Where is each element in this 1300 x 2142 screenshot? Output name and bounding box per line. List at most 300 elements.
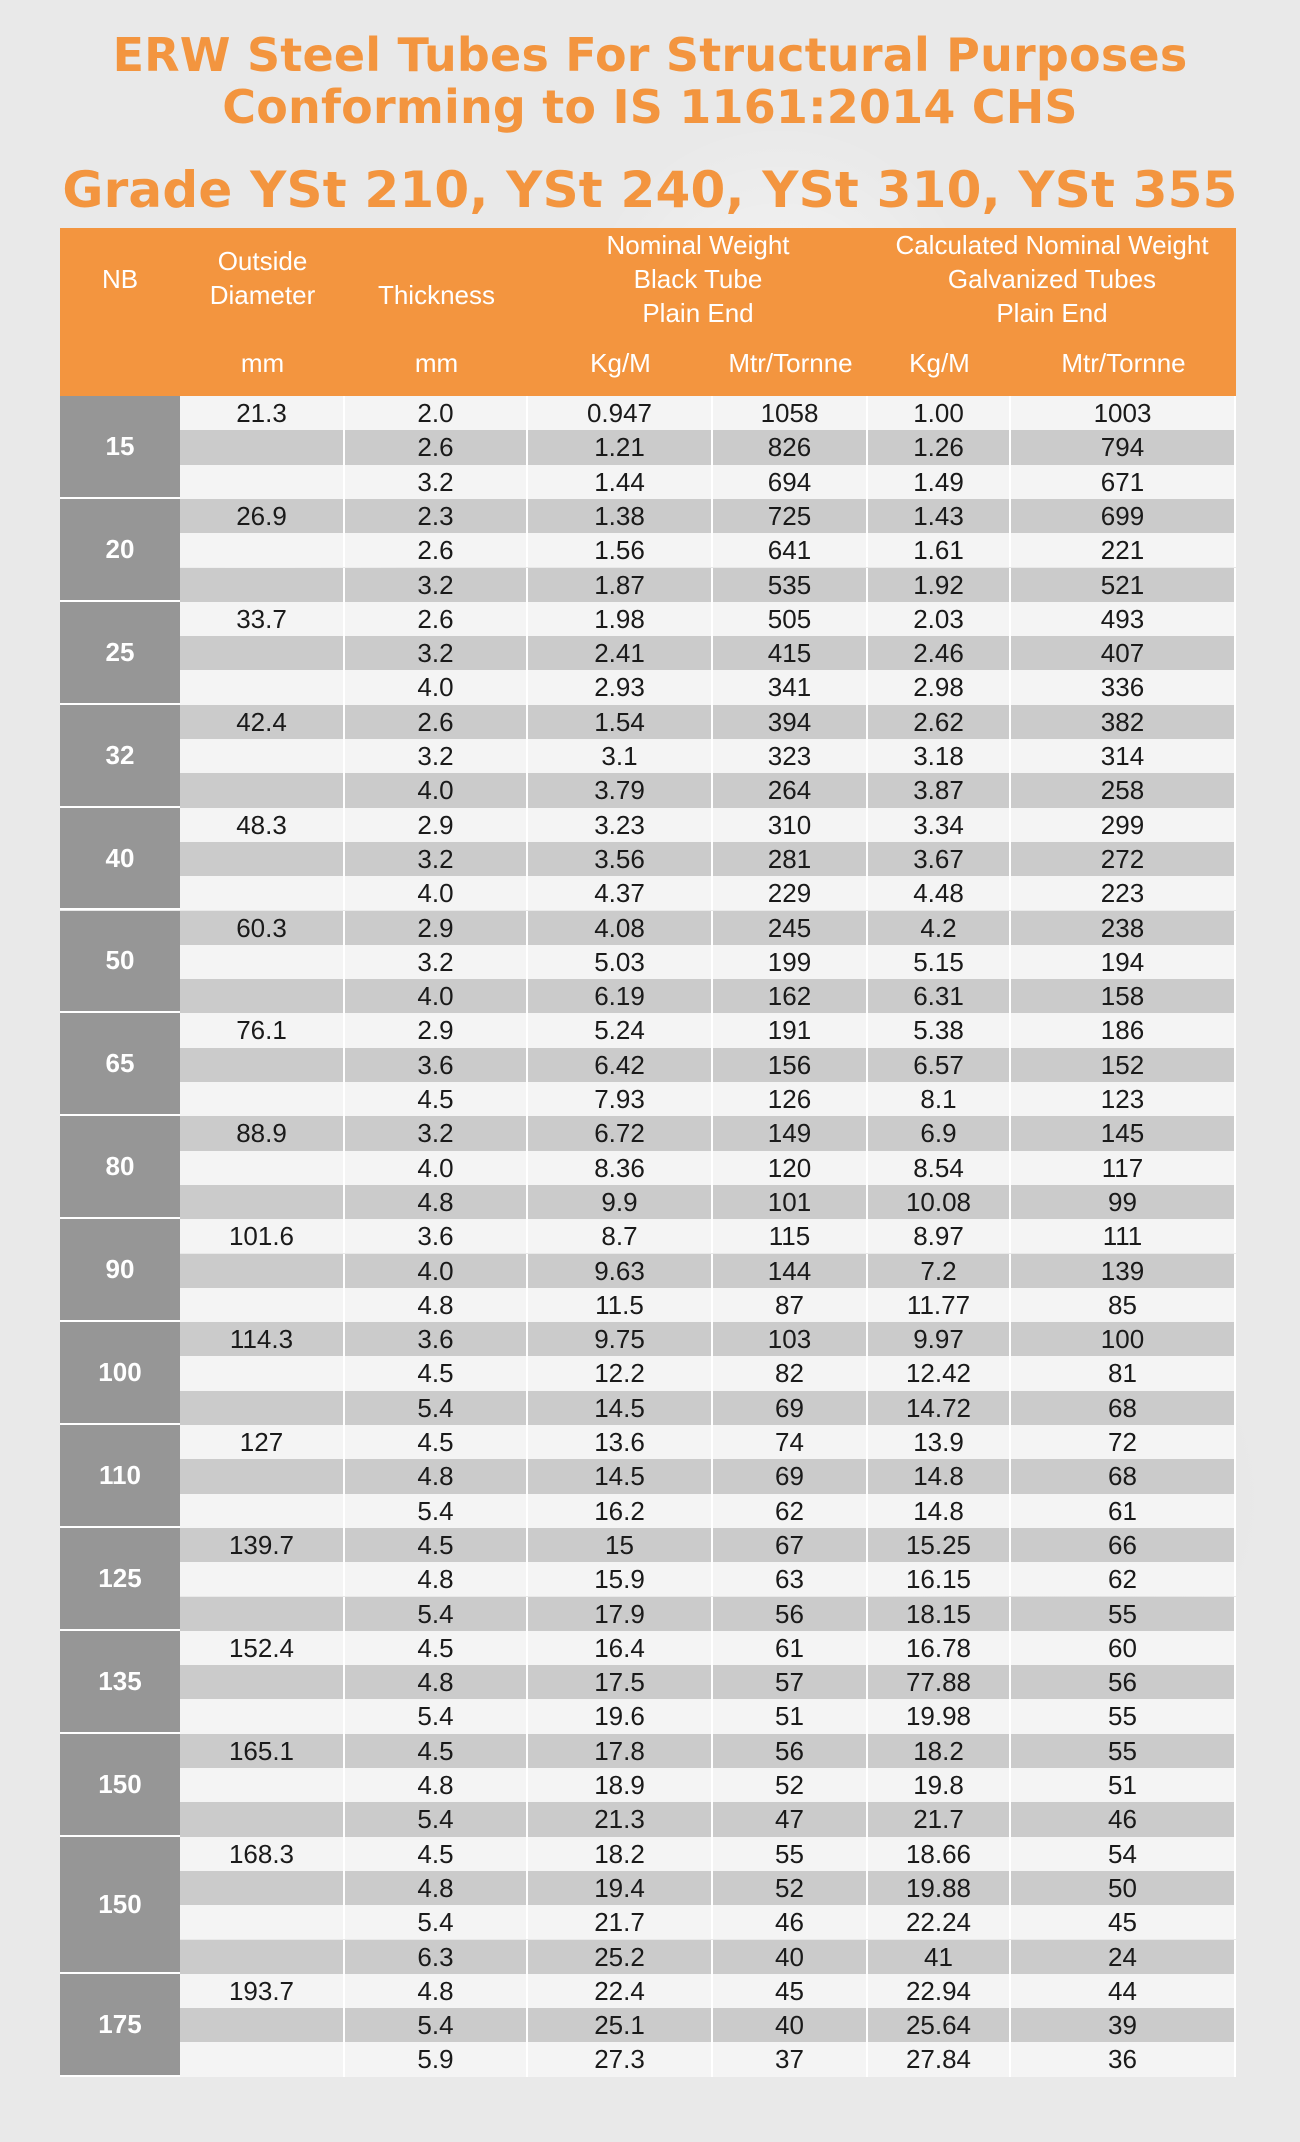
black-kgm-cell: 9.9 bbox=[528, 1185, 713, 1219]
nb-cell: 15 bbox=[60, 396, 180, 499]
od-cell: 21.3 bbox=[180, 396, 345, 430]
galv-kgm-cell: 3.18 bbox=[868, 739, 1011, 773]
black-kgm-cell: 8.36 bbox=[528, 1151, 713, 1185]
table-row bbox=[60, 1048, 1236, 1082]
black-kgm-cell: 6.19 bbox=[528, 979, 713, 1013]
black-kgm-cell: 19.6 bbox=[528, 1699, 713, 1733]
black-mt-cell: 40 bbox=[713, 1940, 868, 1974]
od-cell: 33.7 bbox=[180, 602, 345, 636]
black-mt-cell: 69 bbox=[713, 1391, 868, 1425]
nb-cell: 150 bbox=[60, 1734, 180, 1837]
od-cell bbox=[180, 739, 345, 773]
table-row bbox=[60, 1254, 1236, 1288]
black-mt-cell: 82 bbox=[713, 1356, 868, 1390]
od-cell bbox=[180, 1940, 345, 1974]
galv-mt-cell: 54 bbox=[1011, 1837, 1236, 1871]
galv-kgm-cell: 3.34 bbox=[868, 808, 1011, 842]
black-mt-cell: 156 bbox=[713, 1048, 868, 1082]
black-mt-cell: 40 bbox=[713, 2008, 868, 2042]
galv-mt-cell: 24 bbox=[1011, 1940, 1236, 1974]
galv-kgm-cell: 3.67 bbox=[868, 842, 1011, 876]
black-kgm-cell: 1.54 bbox=[528, 705, 713, 739]
galv-kgm-cell: 1.43 bbox=[868, 499, 1011, 533]
black-kgm-cell: 4.08 bbox=[528, 911, 713, 945]
galv-mt-cell: 123 bbox=[1011, 1082, 1236, 1116]
nb-cell: 150 bbox=[60, 1837, 180, 1974]
od-cell bbox=[180, 1356, 345, 1390]
thickness-cell: 4.8 bbox=[345, 1768, 528, 1802]
galv-mt-cell: 111 bbox=[1011, 1219, 1236, 1253]
thickness-cell: 4.8 bbox=[345, 1562, 528, 1596]
galv-kgm-cell: 5.38 bbox=[868, 1013, 1011, 1047]
black-kgm-cell: 1.98 bbox=[528, 602, 713, 636]
table-row bbox=[60, 1665, 1236, 1699]
od-cell: 165.1 bbox=[180, 1734, 345, 1768]
od-cell bbox=[180, 945, 345, 979]
black-kgm-cell: 3.56 bbox=[528, 842, 713, 876]
header-nw-3: Plain End bbox=[642, 298, 754, 328]
nb-cell: 50 bbox=[60, 911, 180, 1014]
thickness-cell: 4.5 bbox=[345, 1837, 528, 1871]
galv-mt-cell: 81 bbox=[1011, 1356, 1236, 1390]
table-row bbox=[60, 1802, 1236, 1836]
black-kgm-cell: 3.23 bbox=[528, 808, 713, 842]
galv-mt-cell: 221 bbox=[1011, 533, 1236, 567]
od-cell bbox=[180, 1185, 345, 1219]
thickness-cell: 3.2 bbox=[345, 636, 528, 670]
thickness-cell: 5.4 bbox=[345, 1905, 528, 1939]
galv-mt-cell: 68 bbox=[1011, 1391, 1236, 1425]
black-kgm-cell: 15 bbox=[528, 1528, 713, 1562]
black-kgm-cell: 1.21 bbox=[528, 430, 713, 464]
table-row bbox=[60, 979, 1236, 1013]
table-row bbox=[60, 808, 1236, 842]
thickness-cell: 5.9 bbox=[345, 2042, 528, 2076]
title-line-2: Conforming to IS 1161:2014 CHS bbox=[222, 80, 1078, 134]
galv-mt-cell: 521 bbox=[1011, 568, 1236, 602]
black-mt-cell: 1058 bbox=[713, 396, 868, 430]
thickness-cell: 2.6 bbox=[345, 602, 528, 636]
black-mt-cell: 56 bbox=[713, 1597, 868, 1631]
galv-mt-cell: 51 bbox=[1011, 1768, 1236, 1802]
od-cell bbox=[180, 1768, 345, 1802]
galv-kgm-cell: 8.97 bbox=[868, 1219, 1011, 1253]
galv-mt-cell: 223 bbox=[1011, 876, 1236, 910]
table-row bbox=[60, 739, 1236, 773]
od-cell bbox=[180, 636, 345, 670]
thickness-cell: 5.4 bbox=[345, 1391, 528, 1425]
black-kgm-cell: 19.4 bbox=[528, 1871, 713, 1905]
thickness-cell: 4.0 bbox=[345, 773, 528, 807]
black-kgm-cell: 14.5 bbox=[528, 1391, 713, 1425]
thickness-cell: 2.0 bbox=[345, 396, 528, 430]
galv-mt-cell: 1003 bbox=[1011, 396, 1236, 430]
header-cnw-2: Galvanized Tubes bbox=[947, 264, 1157, 294]
galv-mt-cell: 56 bbox=[1011, 1665, 1236, 1699]
thickness-cell: 4.0 bbox=[345, 876, 528, 910]
od-cell bbox=[180, 1048, 345, 1082]
od-cell: 60.3 bbox=[180, 911, 345, 945]
header-od-1: Outside bbox=[217, 246, 308, 276]
thickness-cell: 3.2 bbox=[345, 842, 528, 876]
black-mt-cell: 694 bbox=[713, 465, 868, 499]
galv-kgm-cell: 1.92 bbox=[868, 568, 1011, 602]
galv-kgm-cell: 41 bbox=[868, 1940, 1011, 1974]
galv-kgm-cell: 1.26 bbox=[868, 430, 1011, 464]
od-cell bbox=[180, 1665, 345, 1699]
galv-kgm-cell: 9.97 bbox=[868, 1322, 1011, 1356]
table-row bbox=[60, 602, 1236, 636]
galv-kgm-cell: 14.8 bbox=[868, 1459, 1011, 1493]
black-mt-cell: 87 bbox=[713, 1288, 868, 1322]
black-mt-cell: 69 bbox=[713, 1459, 868, 1493]
thickness-cell: 4.0 bbox=[345, 1254, 528, 1288]
galv-kgm-cell: 1.49 bbox=[868, 465, 1011, 499]
table-row bbox=[60, 1013, 1236, 1047]
nb-cell: 90 bbox=[60, 1219, 180, 1322]
nb-cell: 125 bbox=[60, 1528, 180, 1631]
galv-mt-cell: 671 bbox=[1011, 465, 1236, 499]
thickness-cell: 3.2 bbox=[345, 568, 528, 602]
thickness-cell: 2.6 bbox=[345, 430, 528, 464]
black-kgm-cell: 6.72 bbox=[528, 1116, 713, 1150]
galv-kgm-cell: 1.00 bbox=[868, 396, 1011, 430]
black-mt-cell: 74 bbox=[713, 1425, 868, 1459]
table-row bbox=[60, 1871, 1236, 1905]
galv-mt-cell: 99 bbox=[1011, 1185, 1236, 1219]
od-cell bbox=[180, 465, 345, 499]
nb-cell: 175 bbox=[60, 1974, 180, 2077]
unit-galv-mt: Mtr/Tornne bbox=[1061, 348, 1186, 378]
black-mt-cell: 149 bbox=[713, 1116, 868, 1150]
galv-mt-cell: 699 bbox=[1011, 499, 1236, 533]
table-row bbox=[60, 773, 1236, 807]
galv-kgm-cell: 10.08 bbox=[868, 1185, 1011, 1219]
galv-mt-cell: 72 bbox=[1011, 1425, 1236, 1459]
od-cell: 101.6 bbox=[180, 1219, 345, 1253]
galv-mt-cell: 55 bbox=[1011, 1699, 1236, 1733]
black-mt-cell: 264 bbox=[713, 773, 868, 807]
galv-kgm-cell: 1.61 bbox=[868, 533, 1011, 567]
thickness-cell: 5.4 bbox=[345, 2008, 528, 2042]
galv-mt-cell: 152 bbox=[1011, 1048, 1236, 1082]
galv-kgm-cell: 18.15 bbox=[868, 1597, 1011, 1631]
galv-kgm-cell: 2.46 bbox=[868, 636, 1011, 670]
galv-mt-cell: 272 bbox=[1011, 842, 1236, 876]
black-kgm-cell: 18.9 bbox=[528, 1768, 713, 1802]
table-row bbox=[60, 1494, 1236, 1528]
table-row bbox=[60, 1425, 1236, 1459]
header-nw-1: Nominal Weight bbox=[606, 230, 790, 260]
galv-kgm-cell: 14.8 bbox=[868, 1494, 1011, 1528]
black-kgm-cell: 2.93 bbox=[528, 670, 713, 704]
galv-mt-cell: 407 bbox=[1011, 636, 1236, 670]
od-cell: 88.9 bbox=[180, 1116, 345, 1150]
galv-kgm-cell: 11.77 bbox=[868, 1288, 1011, 1322]
table-row bbox=[60, 876, 1236, 910]
table-row bbox=[60, 1219, 1236, 1253]
title-line-1: ERW Steel Tubes For Structural Purposes bbox=[112, 28, 1188, 82]
galv-mt-cell: 36 bbox=[1011, 2042, 1236, 2076]
galv-mt-cell: 44 bbox=[1011, 1974, 1236, 2008]
galv-mt-cell: 336 bbox=[1011, 670, 1236, 704]
black-kgm-cell: 5.24 bbox=[528, 1013, 713, 1047]
black-kgm-cell: 16.2 bbox=[528, 1494, 713, 1528]
table-body bbox=[60, 396, 1236, 2077]
table-row bbox=[60, 1151, 1236, 1185]
thickness-cell: 2.9 bbox=[345, 1013, 528, 1047]
thickness-cell: 4.8 bbox=[345, 1185, 528, 1219]
black-kgm-cell: 21.3 bbox=[528, 1802, 713, 1836]
thickness-cell: 5.4 bbox=[345, 1597, 528, 1631]
black-kgm-cell: 12.2 bbox=[528, 1356, 713, 1390]
od-cell bbox=[180, 1905, 345, 1939]
nb-cell: 25 bbox=[60, 602, 180, 705]
od-cell bbox=[180, 1562, 345, 1596]
nb-cell: 135 bbox=[60, 1631, 180, 1734]
galv-mt-cell: 46 bbox=[1011, 1802, 1236, 1836]
table-row bbox=[60, 636, 1236, 670]
black-kgm-cell: 17.5 bbox=[528, 1665, 713, 1699]
black-kgm-cell: 27.3 bbox=[528, 2042, 713, 2076]
galv-mt-cell: 382 bbox=[1011, 705, 1236, 739]
nb-cell: 110 bbox=[60, 1425, 180, 1528]
black-mt-cell: 67 bbox=[713, 1528, 868, 1562]
table-row bbox=[60, 842, 1236, 876]
thickness-cell: 4.5 bbox=[345, 1082, 528, 1116]
black-mt-cell: 341 bbox=[713, 670, 868, 704]
od-cell bbox=[180, 1391, 345, 1425]
thickness-cell: 4.0 bbox=[345, 670, 528, 704]
galv-mt-cell: 61 bbox=[1011, 1494, 1236, 1528]
thickness-cell: 2.6 bbox=[345, 705, 528, 739]
thickness-cell: 2.9 bbox=[345, 911, 528, 945]
black-mt-cell: 191 bbox=[713, 1013, 868, 1047]
galv-kgm-cell: 3.87 bbox=[868, 773, 1011, 807]
black-mt-cell: 323 bbox=[713, 739, 868, 773]
galv-kgm-cell: 19.8 bbox=[868, 1768, 1011, 1802]
thickness-cell: 3.2 bbox=[345, 739, 528, 773]
table-header bbox=[60, 228, 1236, 396]
thickness-cell: 4.0 bbox=[345, 1151, 528, 1185]
thickness-cell: 4.8 bbox=[345, 1288, 528, 1322]
black-mt-cell: 144 bbox=[713, 1254, 868, 1288]
nb-cell: 40 bbox=[60, 808, 180, 911]
galv-mt-cell: 68 bbox=[1011, 1459, 1236, 1493]
galv-kgm-cell: 19.98 bbox=[868, 1699, 1011, 1733]
black-kgm-cell: 17.8 bbox=[528, 1734, 713, 1768]
galv-kgm-cell: 8.1 bbox=[868, 1082, 1011, 1116]
galv-mt-cell: 62 bbox=[1011, 1562, 1236, 1596]
black-mt-cell: 63 bbox=[713, 1562, 868, 1596]
galv-kgm-cell: 15.25 bbox=[868, 1528, 1011, 1562]
galv-kgm-cell: 18.66 bbox=[868, 1837, 1011, 1871]
galv-mt-cell: 794 bbox=[1011, 430, 1236, 464]
galv-mt-cell: 238 bbox=[1011, 911, 1236, 945]
galv-kgm-cell: 6.31 bbox=[868, 979, 1011, 1013]
galv-mt-cell: 55 bbox=[1011, 1734, 1236, 1768]
nb-cell: 100 bbox=[60, 1322, 180, 1425]
galv-kgm-cell: 21.7 bbox=[868, 1802, 1011, 1836]
black-mt-cell: 46 bbox=[713, 1905, 868, 1939]
table-row bbox=[60, 911, 1236, 945]
nb-cell: 32 bbox=[60, 705, 180, 808]
galv-mt-cell: 258 bbox=[1011, 773, 1236, 807]
od-cell bbox=[180, 533, 345, 567]
black-kgm-cell: 15.9 bbox=[528, 1562, 713, 1596]
black-kgm-cell: 14.5 bbox=[528, 1459, 713, 1493]
thickness-cell: 6.3 bbox=[345, 1940, 528, 1974]
table-row bbox=[60, 1562, 1236, 1596]
galv-kgm-cell: 6.9 bbox=[868, 1116, 1011, 1150]
thickness-cell: 4.5 bbox=[345, 1631, 528, 1665]
galv-kgm-cell: 77.88 bbox=[868, 1665, 1011, 1699]
od-cell bbox=[180, 876, 345, 910]
od-cell: 152.4 bbox=[180, 1631, 345, 1665]
table-row bbox=[60, 1734, 1236, 1768]
galv-mt-cell: 60 bbox=[1011, 1631, 1236, 1665]
od-cell bbox=[180, 2042, 345, 2076]
od-cell: 26.9 bbox=[180, 499, 345, 533]
thickness-cell: 3.2 bbox=[345, 465, 528, 499]
galv-mt-cell: 145 bbox=[1011, 1116, 1236, 1150]
od-cell bbox=[180, 979, 345, 1013]
od-cell bbox=[180, 1288, 345, 1322]
galv-mt-cell: 299 bbox=[1011, 808, 1236, 842]
black-kgm-cell: 16.4 bbox=[528, 1631, 713, 1665]
black-mt-cell: 51 bbox=[713, 1699, 868, 1733]
thickness-cell: 5.4 bbox=[345, 1802, 528, 1836]
galv-mt-cell: 66 bbox=[1011, 1528, 1236, 1562]
table-row bbox=[60, 533, 1236, 567]
galv-kgm-cell: 8.54 bbox=[868, 1151, 1011, 1185]
table-row bbox=[60, 396, 1236, 430]
table-row bbox=[60, 1597, 1236, 1631]
table-row bbox=[60, 430, 1236, 464]
od-cell bbox=[180, 430, 345, 464]
galv-mt-cell: 45 bbox=[1011, 1905, 1236, 1939]
table-row bbox=[60, 1528, 1236, 1562]
thickness-cell: 4.5 bbox=[345, 1528, 528, 1562]
black-mt-cell: 229 bbox=[713, 876, 868, 910]
galv-kgm-cell: 27.84 bbox=[868, 2042, 1011, 2076]
galv-mt-cell: 493 bbox=[1011, 602, 1236, 636]
black-kgm-cell: 9.63 bbox=[528, 1254, 713, 1288]
galv-mt-cell: 186 bbox=[1011, 1013, 1236, 1047]
thickness-cell: 4.5 bbox=[345, 1425, 528, 1459]
black-mt-cell: 415 bbox=[713, 636, 868, 670]
thickness-cell: 5.4 bbox=[345, 1494, 528, 1528]
black-kgm-cell: 2.41 bbox=[528, 636, 713, 670]
unit-galv-kgm: Kg/M bbox=[909, 348, 970, 378]
table-row bbox=[60, 1459, 1236, 1493]
galv-kgm-cell: 12.42 bbox=[868, 1356, 1011, 1390]
black-kgm-cell: 9.75 bbox=[528, 1322, 713, 1356]
black-kgm-cell: 1.44 bbox=[528, 465, 713, 499]
black-mt-cell: 45 bbox=[713, 1974, 868, 2008]
galv-kgm-cell: 4.2 bbox=[868, 911, 1011, 945]
table-row bbox=[60, 568, 1236, 602]
table-row bbox=[60, 2008, 1236, 2042]
black-kgm-cell: 3.1 bbox=[528, 739, 713, 773]
black-kgm-cell: 6.42 bbox=[528, 1048, 713, 1082]
od-cell bbox=[180, 1459, 345, 1493]
od-cell bbox=[180, 1699, 345, 1733]
galv-kgm-cell: 6.57 bbox=[868, 1048, 1011, 1082]
galv-kgm-cell: 22.24 bbox=[868, 1905, 1011, 1939]
thickness-cell: 4.0 bbox=[345, 979, 528, 1013]
galv-mt-cell: 314 bbox=[1011, 739, 1236, 773]
galv-mt-cell: 55 bbox=[1011, 1597, 1236, 1631]
galv-kgm-cell: 18.2 bbox=[868, 1734, 1011, 1768]
galv-kgm-cell: 16.78 bbox=[868, 1631, 1011, 1665]
header-od-2: Diameter bbox=[209, 280, 316, 310]
black-kgm-cell: 1.87 bbox=[528, 568, 713, 602]
black-mt-cell: 310 bbox=[713, 808, 868, 842]
header-thickness: Thickness bbox=[377, 280, 496, 310]
black-mt-cell: 57 bbox=[713, 1665, 868, 1699]
thickness-cell: 4.8 bbox=[345, 1974, 528, 2008]
unit-black-mt: Mtr/Tornne bbox=[728, 348, 853, 378]
galv-kgm-cell: 22.94 bbox=[868, 1974, 1011, 2008]
black-mt-cell: 47 bbox=[713, 1802, 868, 1836]
table-row bbox=[60, 2042, 1236, 2076]
thickness-cell: 2.3 bbox=[345, 499, 528, 533]
galv-kgm-cell: 2.98 bbox=[868, 670, 1011, 704]
black-mt-cell: 55 bbox=[713, 1837, 868, 1871]
black-kgm-cell: 21.7 bbox=[528, 1905, 713, 1939]
od-cell bbox=[180, 773, 345, 807]
table-row bbox=[60, 945, 1236, 979]
black-mt-cell: 120 bbox=[713, 1151, 868, 1185]
table-row bbox=[60, 670, 1236, 704]
od-cell bbox=[180, 1494, 345, 1528]
black-kgm-cell: 11.5 bbox=[528, 1288, 713, 1322]
thickness-cell: 4.8 bbox=[345, 1665, 528, 1699]
black-mt-cell: 56 bbox=[713, 1734, 868, 1768]
black-kgm-cell: 4.37 bbox=[528, 876, 713, 910]
od-cell bbox=[180, 842, 345, 876]
black-kgm-cell: 3.79 bbox=[528, 773, 713, 807]
thickness-cell: 2.6 bbox=[345, 533, 528, 567]
od-cell: 168.3 bbox=[180, 1837, 345, 1871]
black-mt-cell: 394 bbox=[713, 705, 868, 739]
black-kgm-cell: 25.2 bbox=[528, 1940, 713, 1974]
nb-cell: 80 bbox=[60, 1116, 180, 1219]
black-mt-cell: 101 bbox=[713, 1185, 868, 1219]
table-row bbox=[60, 1288, 1236, 1322]
od-cell bbox=[180, 670, 345, 704]
od-cell bbox=[180, 2008, 345, 2042]
od-cell bbox=[180, 1802, 345, 1836]
thickness-cell: 4.8 bbox=[345, 1459, 528, 1493]
od-cell: 48.3 bbox=[180, 808, 345, 842]
black-kgm-cell: 1.56 bbox=[528, 533, 713, 567]
table-row bbox=[60, 465, 1236, 499]
unit-black-kgm: Kg/M bbox=[590, 348, 651, 378]
galv-kgm-cell: 19.88 bbox=[868, 1871, 1011, 1905]
black-kgm-cell: 5.03 bbox=[528, 945, 713, 979]
table-row bbox=[60, 1905, 1236, 1939]
nb-cell: 65 bbox=[60, 1013, 180, 1116]
od-cell: 139.7 bbox=[180, 1528, 345, 1562]
black-mt-cell: 52 bbox=[713, 1768, 868, 1802]
od-cell: 76.1 bbox=[180, 1013, 345, 1047]
black-mt-cell: 281 bbox=[713, 842, 868, 876]
od-cell: 127 bbox=[180, 1425, 345, 1459]
galv-mt-cell: 139 bbox=[1011, 1254, 1236, 1288]
galv-mt-cell: 194 bbox=[1011, 945, 1236, 979]
